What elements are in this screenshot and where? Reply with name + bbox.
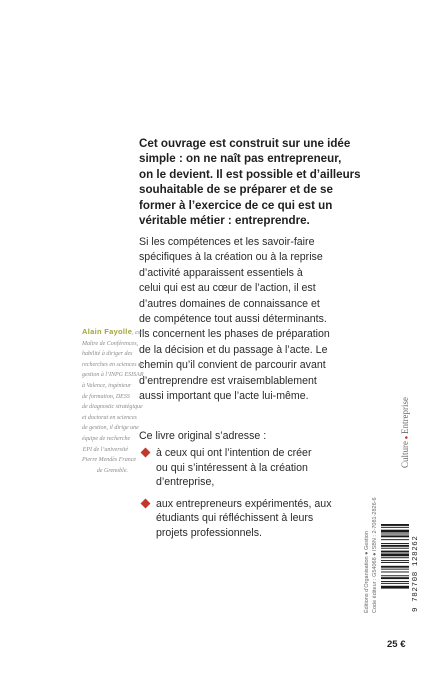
barcode-bar [381,530,409,533]
author-bio-line: équipe de recherche [82,435,131,442]
list-item [139,497,372,541]
body-line: aussi important que l’acte lui-même. [139,390,309,403]
barcode-bar [381,553,409,556]
author-bio-line: Pierre Mendès France [82,457,137,464]
body-line: d’autres domaines de connaissance et [139,297,320,310]
barcode-bar [381,545,409,547]
list-item-line: aux entrepreneurs expérimentés, aux [156,497,332,510]
list-item-line: d’entreprise, [156,476,215,489]
body-line: d’activité apparaissent essentiels à [139,266,303,279]
author-bio-line: de Grenoble. [96,467,128,474]
barcode-bar [381,577,409,579]
barcode-bar [381,562,409,563]
body-line: chemin qu’il convient de parcourir avant [139,359,326,372]
lead-paragraph [139,136,372,228]
isbn-line: Code éditeur : G54068 ● ISBN : 2-7081-2826-6 [372,497,378,613]
author-bio-line: de diagnostic stratégique [82,404,143,411]
barcode-bar [381,575,409,576]
lead-line: véritable métier : entreprendre. [139,214,310,228]
body-line: spécifiques à la création ou à la reprise [139,251,323,264]
list-item [139,446,372,490]
barcode-bar [381,586,409,589]
barcode-bar [381,569,409,570]
audience-intro: Ce livre original s’adresse : [139,430,267,442]
barcode-bar [381,557,409,558]
barcode-bar [381,548,409,549]
author-bio-line: de formation, DESS [82,393,130,400]
body-paragraph [139,235,372,404]
author-bio-line: gestion à l’INPG ESISAR [82,372,144,379]
barcode-bar [381,524,409,526]
lead-line: simple : on ne naît pas entrepreneur, [139,152,342,166]
price: 25 € [387,639,406,650]
author-bio [82,327,144,476]
list-item-line: ou qui s’intéressent à la création [156,461,308,474]
audience-list [139,446,372,548]
author-name: Alain Fayolle [82,327,133,336]
lead-line: on le devient. Il est possible et d’ailleurs [139,167,361,181]
body-line: Ils concernent les phases de préparation [139,328,330,341]
barcode-bar [381,527,409,528]
author-bio-line: EPI de l’université [82,446,128,453]
lead-line: souhaitable de se préparer et de se [139,183,333,197]
lead-line: former à l’exercice de ce qui est un [139,198,333,212]
barcode-bar [381,560,409,561]
body-line: de la décision et du passage à l’acte. Le [139,343,328,356]
author-bio-line: habilité à diriger des [82,351,133,358]
collection-brand [400,397,410,468]
body-line: d’entreprendre est vraisemblablement [139,374,317,387]
barcode-bar [381,543,409,544]
barcode-bar [381,581,409,582]
list-item-line: étudiants qui réfléchissent à leurs [156,512,314,525]
barcode-bar [381,535,409,537]
barcode [381,524,409,612]
author-name-suffix: , est [132,330,142,336]
author-bio-line: de gestion, il dirige une [82,425,139,432]
barcode-bar [381,551,409,553]
brand-left: Culture [400,441,410,468]
diamond-bullet-icon [141,448,151,458]
brand-right: Entreprise [400,397,410,435]
author-bio-line: et doctorat en sciences [82,414,137,421]
author-bio-line: recherches en sciences de [82,361,144,368]
body-line: Si les compétences et les savoir-faire [139,236,315,248]
author-bio-line: Maître de Conférences, [82,340,139,347]
author-bio-line: à Valence, ingénieur [82,382,132,389]
barcode-bar [381,583,409,584]
list-item-line: à ceux qui ont l’intention de créer [156,447,312,459]
barcode-bar [381,572,409,573]
list-item-line: projets professionnels. [156,526,262,539]
barcode-bar [381,534,409,535]
barcode-number: 9 782708 128262 [412,535,420,612]
body-line: de compétence tout aussi déterminants. [139,313,327,326]
lead-line: Cet ouvrage est construit sur une idée [139,137,351,150]
body-line: celui qui est au cœur de l’action, il est [139,282,316,295]
diamond-bullet-icon [141,498,151,508]
publisher-line: Éditions d’Organisation ● Gestion [364,531,370,613]
author-bio-first-line [82,327,142,339]
barcode-bar [381,539,409,540]
brand-dot-icon: ● [404,435,410,440]
barcode-bar [381,566,409,568]
